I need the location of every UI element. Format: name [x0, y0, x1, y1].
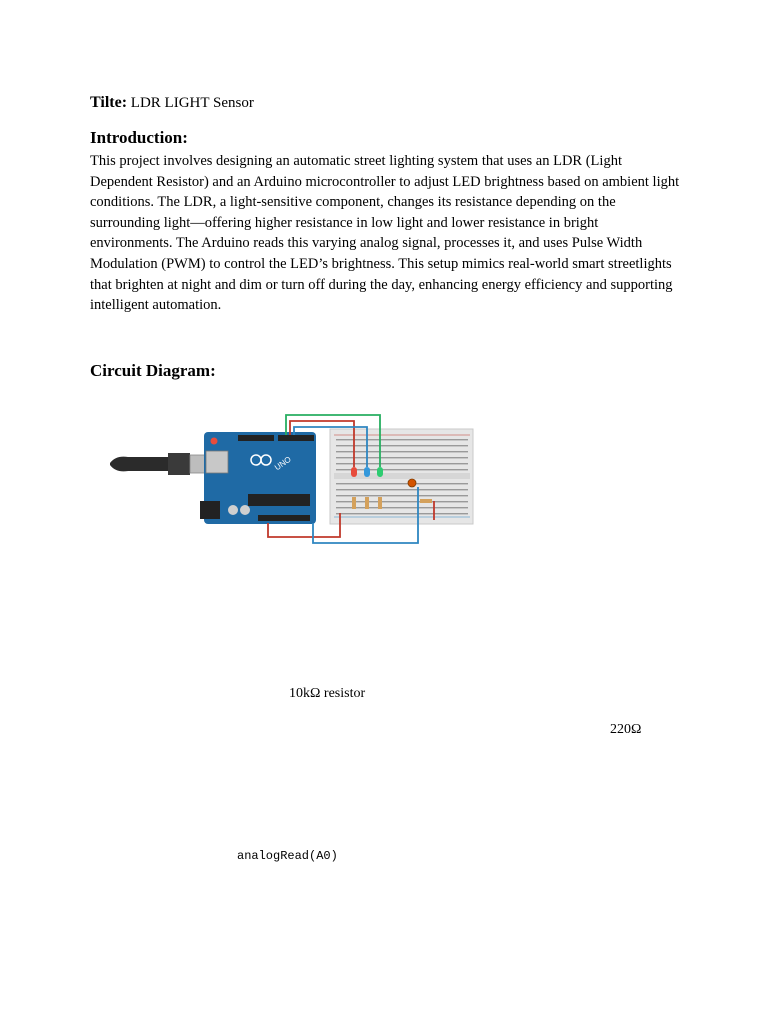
- led-blue: [364, 467, 370, 477]
- resistor-10k-note: 10kΩ resistor: [289, 686, 366, 701]
- circuit-diagram-heading: Circuit Diagram:: [90, 361, 216, 380]
- resistor-10k: [420, 499, 432, 503]
- led-red: [351, 467, 357, 477]
- circuit-diagram-image: [108, 405, 478, 545]
- document-title: [90, 94, 254, 112]
- usb-cable: [110, 453, 206, 475]
- board-label: UNO: [273, 454, 293, 473]
- ldr-sensor: [408, 479, 416, 487]
- title-label: Tilte:: [90, 94, 128, 111]
- led-green: [377, 467, 383, 477]
- arduino-board: [200, 432, 316, 524]
- title-value: LDR LIGHT Sensor: [130, 95, 254, 111]
- introduction-paragraph: This project involves designing an automatic street lighting system that uses an LDR (Light Dependent Resistor) and an Arduino microcontroller to adjust LED brightness based on ambient light conditions. The LDR, a light-sensitive component, changes its resistance depending on the surrounding light—offering higher resistance in low light and lower resistance in bright environments. The Arduino reads this varying analog signal, processes it, and uses Pulse Width Modulation (PWM) to control the LED’s brightness. This setup mimics real-world smart streetlights that brighten at night and dim or turn off during the day, enhancing energy efficiency and supporting intelligent automation.: [90, 153, 680, 314]
- introduction-heading: Introduction:: [90, 128, 188, 147]
- resistor-220-note: 220Ω: [610, 722, 642, 737]
- code-snippet: analogRead(A0): [237, 849, 338, 863]
- breadboard: [330, 429, 473, 524]
